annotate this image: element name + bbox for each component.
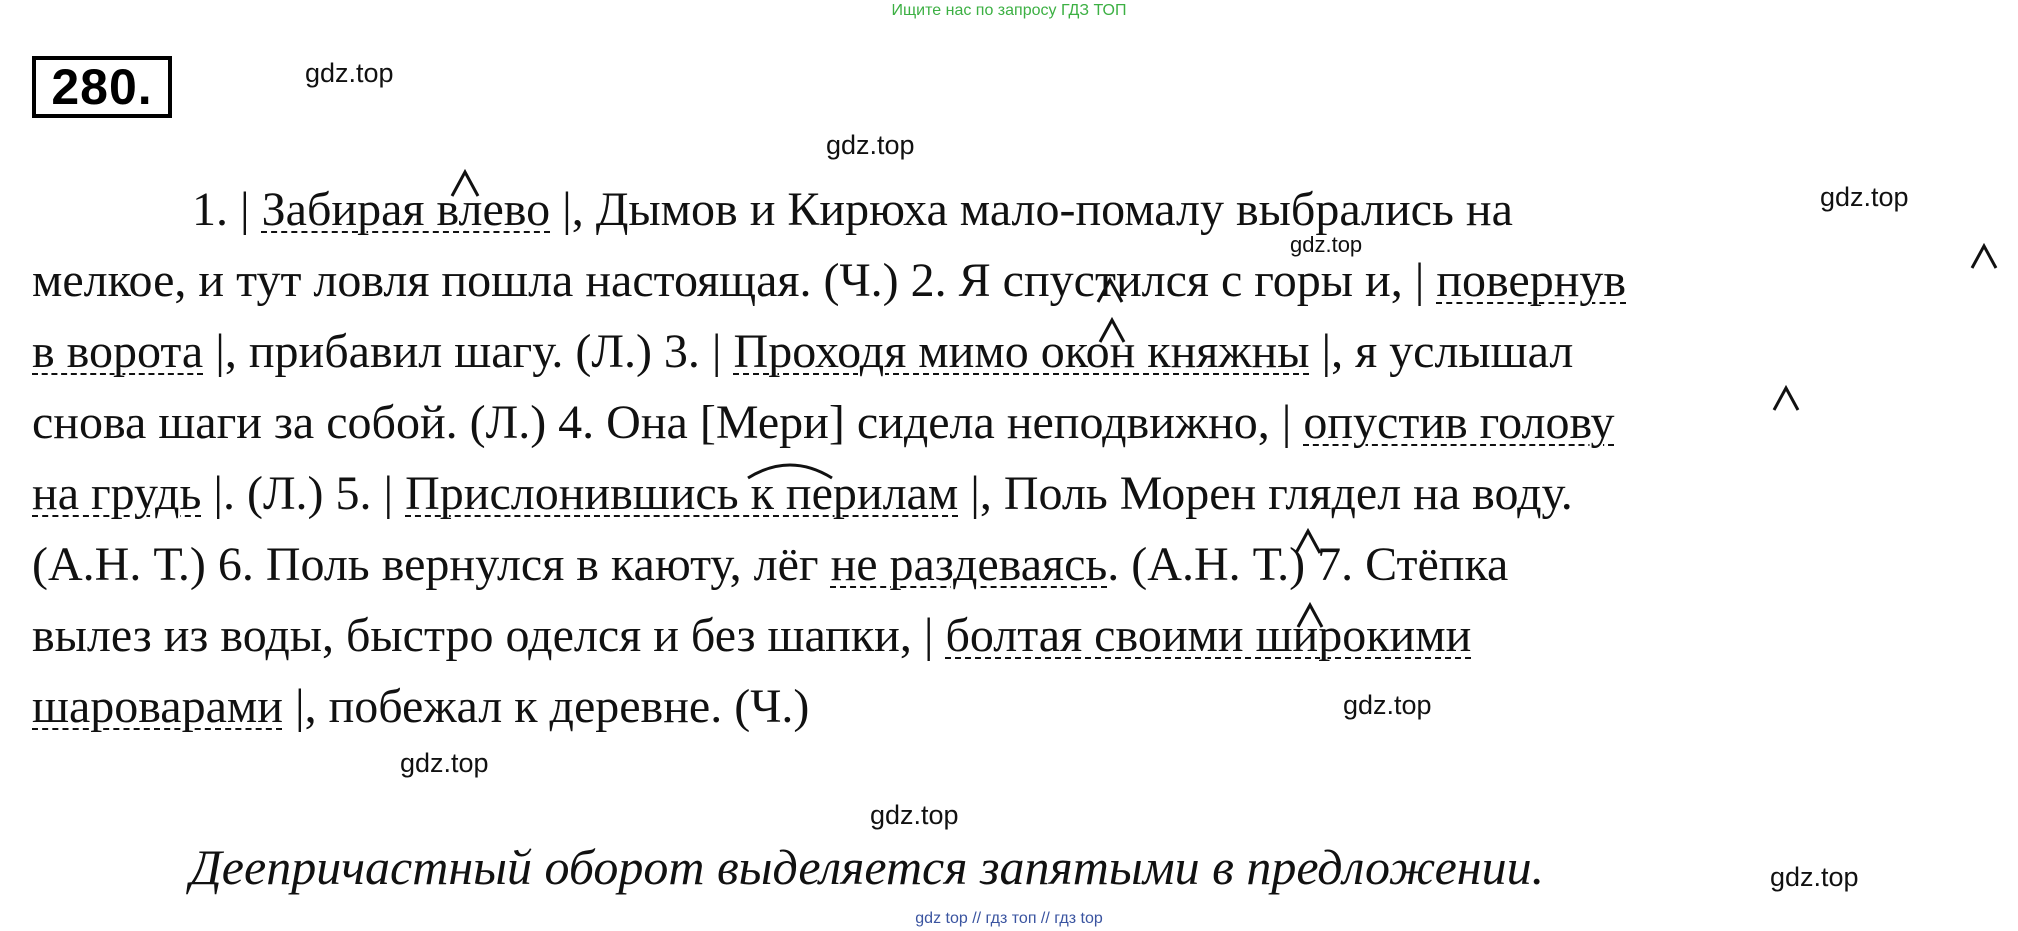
text-run: вылез из воды, быстро оделся и без шапки, | bbox=[32, 609, 946, 662]
conclusion-text: Деепричастный оборот выделяется запятыми в предложении. bbox=[190, 839, 1545, 895]
exercise-number: 280. bbox=[32, 56, 172, 118]
adverbial-phrase: Прислонившись к перилам bbox=[405, 467, 959, 520]
watermark: gdz.top bbox=[870, 800, 959, 830]
text-run: 1. | bbox=[192, 183, 262, 236]
watermark: gdz.top bbox=[1820, 182, 1909, 212]
suffix-caret-mark bbox=[1296, 531, 1320, 553]
text-run: . (А.Н. Т.) 7. Стёпка bbox=[1107, 538, 1509, 591]
watermark: gdz.top bbox=[1770, 862, 1859, 892]
adverbial-phrase: шароварами bbox=[32, 680, 283, 733]
text-run: |, Дымов и Кирюха мало-помалу выбрались на bbox=[550, 183, 1513, 236]
suffix-caret-mark bbox=[452, 172, 478, 196]
text-run: |, прибавил шагу. (Л.) 3. | bbox=[203, 325, 734, 378]
adverbial-phrase: не раздеваясь bbox=[830, 538, 1108, 591]
adverbial-phrase: на грудь bbox=[32, 467, 202, 520]
text-run: мелкое, и тут ловля пошла настоящая. (Ч.) 2. Я спустился с горы и, | bbox=[32, 254, 1437, 307]
text-run: (А.Н. Т.) 6. Поль вернулся в каюту, лёг bbox=[32, 538, 831, 591]
adverbial-phrase: Забирая влево bbox=[261, 183, 551, 236]
text-run: снова шаги за собой. (Л.) 4. bbox=[32, 396, 607, 449]
adverbial-phrase: опустив голову bbox=[1303, 396, 1615, 449]
text-run: |, я услышал bbox=[1309, 325, 1574, 378]
suffix-caret-mark bbox=[1972, 246, 1996, 268]
adverbial-phrase: болтая своими широкими bbox=[945, 609, 1472, 662]
top-banner: Ищите нас по запросу ГДЗ ТОП bbox=[891, 2, 1127, 19]
watermark: gdz.top bbox=[305, 58, 394, 88]
adverbial-phrase: Проходя мимо окон княжны bbox=[733, 325, 1310, 378]
suffix-caret-mark bbox=[1098, 280, 1122, 302]
text-run: |, побежал к деревне. (Ч.) bbox=[282, 680, 810, 733]
footer-links: gdz top // гдз топ // гдз top bbox=[915, 910, 1103, 927]
adverbial-phrase: в ворота bbox=[32, 325, 204, 378]
watermark: gdz.top bbox=[1290, 232, 1363, 257]
adverbial-phrase: повернув bbox=[1436, 254, 1627, 307]
root-arc-mark bbox=[748, 465, 832, 478]
watermark: gdz.top bbox=[826, 130, 915, 160]
watermark: gdz.top bbox=[1343, 690, 1432, 720]
subject-word: Она bbox=[606, 396, 688, 449]
text-run: |. (Л.) 5. | bbox=[201, 467, 406, 520]
suffix-caret-mark bbox=[1100, 320, 1124, 342]
suffix-caret-mark bbox=[1774, 388, 1798, 410]
watermark: gdz.top bbox=[400, 748, 489, 778]
text-run: |, Поль Морен глядел на воду. bbox=[958, 467, 1573, 520]
suffix-caret-mark bbox=[1298, 605, 1322, 627]
text-run: [Мери] сидела неподвижно, | bbox=[687, 396, 1304, 449]
